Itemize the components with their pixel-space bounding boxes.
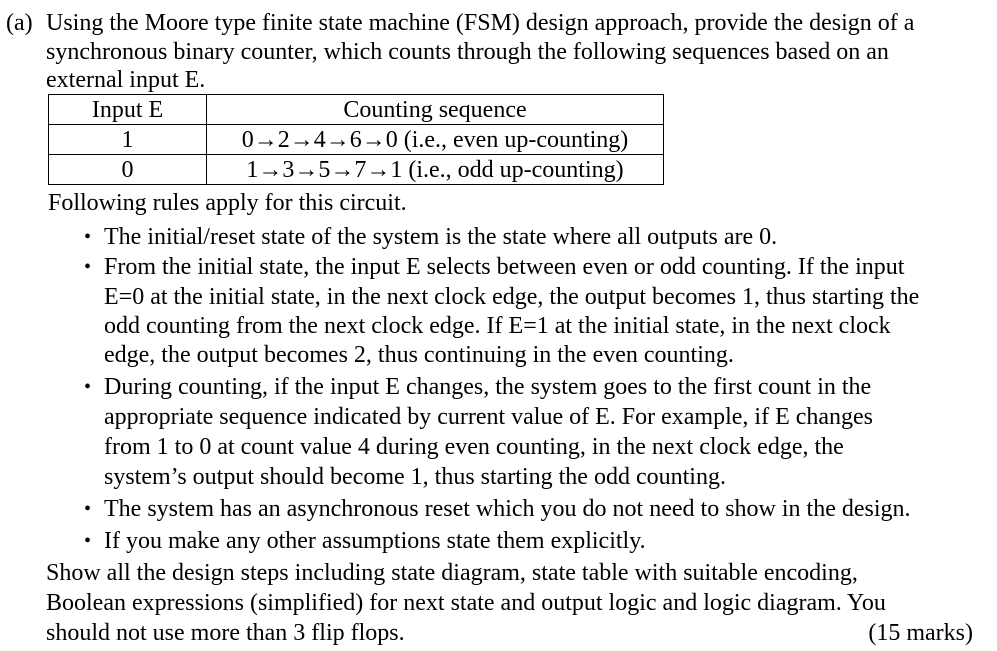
rule-line: If you make any other assumptions state them explicitly.: [104, 528, 646, 554]
table-cell-input: 0: [49, 155, 207, 185]
rule-line: During counting, if the input E changes, the system goes to the first count in the: [104, 374, 872, 400]
table-cell-input: 1: [49, 125, 207, 155]
counting-sequence-table: [48, 94, 664, 185]
header-input-e: Input E: [49, 95, 207, 125]
bullet-icon: •: [84, 226, 92, 248]
rule-line: The system has an asynchronous reset which you do not need to show in the design.: [104, 496, 911, 522]
rule-line: E=0 at the initial state, in the next clock edge, the output becomes 1, thus starting the: [104, 284, 920, 310]
header-counting-sequence: Counting sequence: [207, 95, 664, 125]
bullet-icon: •: [84, 376, 92, 398]
closing-line: Show all the design steps including state diagram, state table with suitable encoding,: [46, 560, 858, 586]
rule-line: From the initial state, the input E selects between even or odd counting. If the input: [104, 254, 905, 280]
table-header-row: [49, 95, 664, 125]
rule-line: The initial/reset state of the system is the state where all outputs are 0.: [104, 224, 778, 250]
closing-line: should not use more than 3 flip flops.: [46, 620, 405, 646]
bullet-icon: •: [84, 530, 92, 552]
question-label: (a): [6, 10, 33, 36]
rule-line: odd counting from the next clock edge. If E=1 at the initial state, in the next clock: [104, 313, 891, 339]
rule-line: from 1 to 0 at count value 4 during even counting, in the next clock edge, the: [104, 434, 844, 460]
closing-line: Boolean expressions (simplified) for next state and output logic and logic diagram. You: [46, 590, 886, 616]
rule-line: appropriate sequence indicated by current value of E. For example, if E changes: [104, 404, 874, 430]
table-row: [49, 125, 664, 155]
table-cell-sequence: 1→3→5→7→1 (i.e., odd up-counting): [207, 155, 664, 185]
bullet-icon: •: [84, 498, 92, 520]
table-cell-sequence: 0→2→4→6→0 (i.e., even up-counting): [207, 125, 664, 155]
intro-line: Using the Moore type finite state machine (FSM) design approach, provide the design of a: [46, 10, 915, 36]
intro-line: synchronous binary counter, which counts through the following sequences based on an: [46, 39, 889, 65]
rule-line: system’s output should become 1, thus starting the odd counting.: [104, 464, 726, 490]
question-line-1: [6, 8, 914, 38]
table-row: [49, 155, 664, 185]
bullet-icon: •: [84, 256, 92, 278]
marks-label: (15 marks): [868, 620, 973, 646]
rule-line: edge, the output becomes 2, thus continuing in the even counting.: [104, 342, 734, 368]
rules-title: Following rules apply for this circuit.: [48, 190, 407, 216]
intro-line: external input E.: [46, 67, 206, 93]
